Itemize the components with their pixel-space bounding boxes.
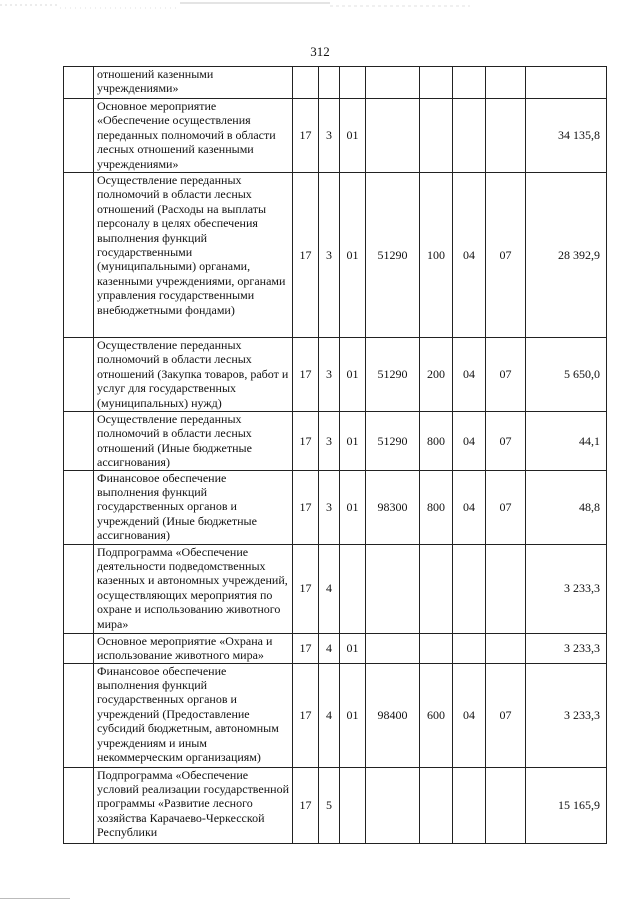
table-row — [64, 767, 607, 843]
subprogram-code-cell: 3 — [319, 470, 340, 544]
table-row — [64, 412, 607, 471]
expense-type-cell — [420, 544, 453, 633]
item-name-cell: Осуществление переданных полномочий в области лесных отношений (Иные бюджетные ассигнования) — [94, 412, 293, 471]
subprogram-code-cell — [319, 67, 340, 99]
activity-code-cell: 01 — [340, 412, 366, 471]
expense-type-cell: 800 — [420, 470, 453, 544]
row-number-cell — [64, 544, 94, 633]
row-number-cell — [64, 470, 94, 544]
amount-cell: 3 233,3 — [526, 633, 607, 663]
activity-code-cell: 01 — [340, 99, 366, 173]
activity-code-cell: 01 — [340, 470, 366, 544]
amount-cell: 34 135,8 — [526, 99, 607, 173]
subprogram-code-cell: 4 — [319, 544, 340, 633]
table-row — [64, 173, 607, 338]
row-number-cell — [64, 99, 94, 173]
row-number-cell — [64, 633, 94, 663]
row-number-cell — [64, 663, 94, 767]
subprogram-code-cell: 4 — [319, 633, 340, 663]
table-row — [64, 67, 607, 99]
amount-cell: 3 233,3 — [526, 663, 607, 767]
item-name-cell: Финансовое обеспечение выполнения функций государственных органов и учреждений (Предоставление субсидий бюджетным, автономным учреждениям и иным некоммерческим организациям) — [94, 663, 293, 767]
activity-code-cell — [340, 767, 366, 843]
program-code-cell: 17 — [293, 544, 319, 633]
activity-code-cell: 01 — [340, 633, 366, 663]
direction-code-cell: 51290 — [366, 173, 420, 338]
subsection-cell: 07 — [486, 470, 526, 544]
section-cell — [453, 67, 486, 99]
expense-type-cell: 100 — [420, 173, 453, 338]
expense-type-cell: 800 — [420, 412, 453, 471]
amount-cell: 15 165,9 — [526, 767, 607, 843]
subsection-cell — [486, 767, 526, 843]
item-name-cell: Подпрограмма «Обеспечение условий реализации государственной программы «Развитие лесного хозяйства Карачаево-Черкесской Республики — [94, 767, 293, 843]
program-code-cell: 17 — [293, 663, 319, 767]
subsection-cell: 07 — [486, 412, 526, 471]
row-number-cell — [64, 173, 94, 338]
row-number-cell — [64, 767, 94, 843]
subsection-cell: 07 — [486, 338, 526, 412]
subprogram-code-cell: 3 — [319, 412, 340, 471]
amount-cell: 3 233,3 — [526, 544, 607, 633]
subprogram-code-cell: 3 — [319, 173, 340, 338]
section-cell: 04 — [453, 663, 486, 767]
amount-cell: 5 650,0 — [526, 338, 607, 412]
row-number-cell — [64, 67, 94, 99]
item-name-cell: Основное мероприятие «Обеспечение осуществления переданных полномочий в области лесных отношений казенными учреждениями» — [94, 99, 293, 173]
activity-code-cell: 01 — [340, 173, 366, 338]
subprogram-code-cell: 4 — [319, 663, 340, 767]
subprogram-code-cell: 5 — [319, 767, 340, 843]
program-code-cell: 17 — [293, 470, 319, 544]
page-number: 312 — [310, 44, 330, 59]
section-cell — [453, 633, 486, 663]
program-code-cell: 17 — [293, 767, 319, 843]
activity-code-cell — [340, 544, 366, 633]
expense-type-cell — [420, 99, 453, 173]
section-cell: 04 — [453, 470, 486, 544]
direction-code-cell: 98400 — [366, 663, 420, 767]
program-code-cell: 17 — [293, 173, 319, 338]
expense-type-cell — [420, 67, 453, 99]
activity-code-cell — [340, 67, 366, 99]
subsection-cell — [486, 633, 526, 663]
item-name-cell: Финансовое обеспечение выполнения функций государственных органов и учреждений (Иные бюджетные ассигнования) — [94, 470, 293, 544]
direction-code-cell: 98300 — [366, 470, 420, 544]
item-name-cell: Осуществление переданных полномочий в области лесных отношений (Расходы на выплаты персоналу в целях обеспечения выполнения функций государственными (муниципальными) органами, казенными учреждениями, органами управления государственными внебюджетными фондами) — [94, 173, 293, 338]
amount-cell: 48,8 — [526, 470, 607, 544]
item-name-cell: Подпрограмма «Обеспечение деятельности подведомственных казенных и автономных учреждений, осуществляющих мероприятия по охране и использованию животного мира» — [94, 544, 293, 633]
table-row — [64, 470, 607, 544]
subprogram-code-cell: 3 — [319, 99, 340, 173]
subsection-cell — [486, 67, 526, 99]
amount-cell: 28 392,9 — [526, 173, 607, 338]
section-cell — [453, 99, 486, 173]
program-code-cell: 17 — [293, 338, 319, 412]
bottom-rule — [0, 898, 70, 899]
subsection-cell: 07 — [486, 173, 526, 338]
table-row — [64, 99, 607, 173]
section-cell — [453, 767, 486, 843]
expense-type-cell — [420, 767, 453, 843]
table-row — [64, 338, 607, 412]
direction-code-cell — [366, 67, 420, 99]
budget-table — [63, 66, 607, 844]
program-code-cell — [293, 67, 319, 99]
section-cell: 04 — [453, 173, 486, 338]
section-cell — [453, 544, 486, 633]
subsection-cell — [486, 99, 526, 173]
subprogram-code-cell: 3 — [319, 338, 340, 412]
table-row — [64, 663, 607, 767]
expense-type-cell: 200 — [420, 338, 453, 412]
direction-code-cell: 51290 — [366, 338, 420, 412]
expense-type-cell — [420, 633, 453, 663]
amount-cell: 44,1 — [526, 412, 607, 471]
item-name-cell: Осуществление переданных полномочий в области лесных отношений (Закупка товаров, работ и услуг для государственных (муниципальных) нужд) — [94, 338, 293, 412]
program-code-cell: 17 — [293, 412, 319, 471]
activity-code-cell: 01 — [340, 663, 366, 767]
direction-code-cell — [366, 767, 420, 843]
program-code-cell: 17 — [293, 633, 319, 663]
section-cell: 04 — [453, 338, 486, 412]
direction-code-cell — [366, 633, 420, 663]
section-cell: 04 — [453, 412, 486, 471]
direction-code-cell — [366, 99, 420, 173]
subsection-cell: 07 — [486, 663, 526, 767]
row-number-cell — [64, 412, 94, 471]
program-code-cell: 17 — [293, 99, 319, 173]
table-row — [64, 633, 607, 663]
table-row — [64, 544, 607, 633]
row-number-cell — [64, 338, 94, 412]
direction-code-cell — [366, 544, 420, 633]
scan-noise-marks — [0, 0, 640, 14]
direction-code-cell: 51290 — [366, 412, 420, 471]
subsection-cell — [486, 544, 526, 633]
activity-code-cell: 01 — [340, 338, 366, 412]
item-name-cell: отношений казенными учреждениями» — [94, 67, 293, 99]
expense-type-cell: 600 — [420, 663, 453, 767]
amount-cell — [526, 67, 607, 99]
item-name-cell: Основное мероприятие «Охрана и использование животного мира» — [94, 633, 293, 663]
